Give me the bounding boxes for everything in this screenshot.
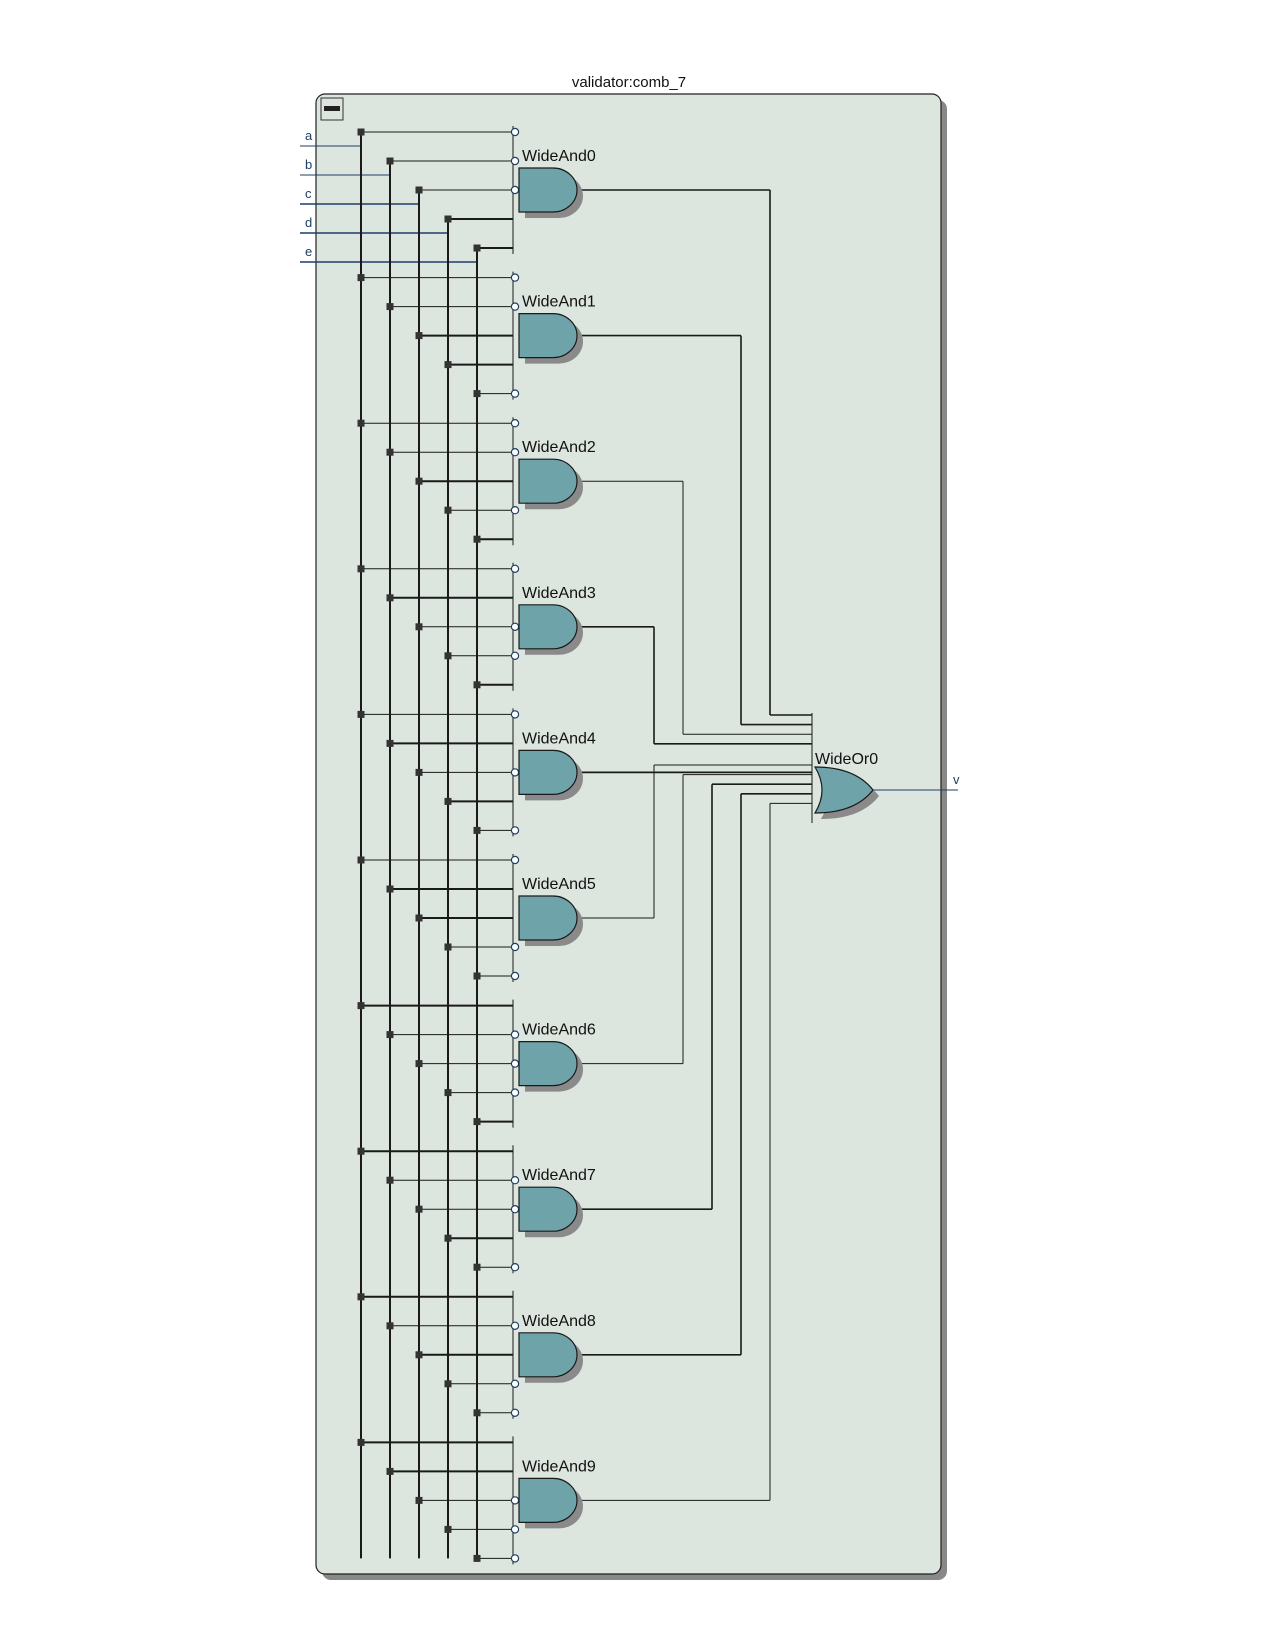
junction-dot [445,1089,452,1096]
inversion-bubble [511,1497,518,1504]
and-gate-label: WideAnd5 [522,876,596,893]
input-port-label-c: c [305,186,312,201]
junction-dot [445,944,452,951]
junction-dot [416,1206,423,1213]
junction-dot [474,681,481,688]
module-title: validator:comb_7 [571,74,687,91]
junction-dot [358,129,365,136]
and-gate-label: WideAnd9 [522,1458,596,1476]
inversion-bubble [511,507,518,514]
junction-dot [358,420,365,427]
inversion-bubble [511,1060,518,1067]
junction-dot [358,1293,365,1300]
and-gate-label: WideAnd6 [522,1021,596,1039]
junction-dot [387,1322,394,1329]
junction-dot [474,1264,481,1271]
inversion-bubble [511,157,518,164]
and-gate-0[interactable] [519,168,577,212]
junction-dot [358,1439,365,1446]
inversion-bubble [511,274,518,281]
junction-dot [387,1177,394,1184]
inversion-bubble [511,1526,518,1533]
junction-dot [387,1468,394,1475]
junction-dot [387,594,394,601]
and-gate-3[interactable] [519,605,577,649]
junction-dot [445,1526,452,1533]
junction-dot [358,565,365,572]
inversion-bubble [511,1409,518,1416]
junction-dot [416,915,423,922]
junction-dot [445,507,452,514]
and-gate-label: WideAnd4 [522,730,596,748]
junction-dot [445,798,452,805]
junction-dot [416,1060,423,1067]
junction-dot [445,652,452,659]
module-box [316,94,941,1574]
junction-dot [358,274,365,281]
output-port-label: v [953,772,960,787]
and-gate-4[interactable] [519,750,577,794]
inversion-bubble [511,449,518,456]
inversion-bubble [511,769,518,776]
and-gate-7[interactable] [519,1187,577,1231]
junction-dot [416,478,423,485]
and-gate-label: WideAnd2 [522,439,596,457]
and-gate-label: WideAnd0 [522,148,596,165]
and-gate-label: WideAnd1 [522,293,596,311]
junction-dot [387,449,394,456]
and-gate-label: WideAnd7 [522,1167,596,1185]
inversion-bubble [511,623,518,630]
inversion-bubble [511,128,518,135]
junction-dot [416,623,423,630]
inversion-bubble [511,303,518,310]
junction-dot [445,216,452,223]
and-gate-8[interactable] [519,1333,577,1377]
junction-dot [474,245,481,252]
junction-dot [474,1409,481,1416]
junction-dot [445,361,452,368]
junction-dot [416,332,423,339]
junction-dot [358,1148,365,1155]
junction-dot [358,711,365,718]
junction-dot [358,1002,365,1009]
junction-dot [358,857,365,864]
and-gate-1[interactable] [519,314,577,358]
junction-dot [445,1235,452,1242]
inversion-bubble [511,1031,518,1038]
inversion-bubble [511,1264,518,1271]
junction-dot [445,1380,452,1387]
input-port-label-a: a [305,128,313,143]
junction-dot [387,158,394,165]
inversion-bubble [511,390,518,397]
junction-dot [387,1031,394,1038]
junction-dot [474,1555,481,1562]
inversion-bubble [511,856,518,863]
inversion-bubble [511,1206,518,1213]
input-port-label-d: d [305,215,313,230]
and-gate-label: WideAnd8 [522,1312,596,1330]
or-gate-label: WideOr0 [815,751,879,768]
and-gate-5[interactable] [519,896,577,940]
junction-dot [474,1118,481,1125]
input-port-label-b: b [305,157,313,172]
and-gate-2[interactable] [519,459,577,503]
junction-dot [416,1497,423,1504]
junction-dot [416,187,423,194]
and-gate-9[interactable] [519,1478,577,1522]
inversion-bubble [511,565,518,572]
inversion-bubble [511,1177,518,1184]
inversion-bubble [511,943,518,950]
inversion-bubble [511,1380,518,1387]
junction-dot [474,827,481,834]
inversion-bubble [511,186,518,193]
junction-dot [474,973,481,980]
inversion-bubble [511,827,518,834]
and-gate-label: WideAnd3 [522,584,596,602]
collapse-button[interactable] [321,98,343,120]
junction-dot [416,1351,423,1358]
junction-dot [387,886,394,893]
junction-dot [474,390,481,397]
junction-dot [387,303,394,310]
junction-dot [474,536,481,543]
and-gate-6[interactable] [519,1042,577,1086]
inversion-bubble [511,420,518,427]
inversion-bubble [511,1089,518,1096]
inversion-bubble [511,1322,518,1329]
input-port-label-e: e [305,244,313,259]
inversion-bubble [511,711,518,718]
inversion-bubble [511,1555,518,1562]
junction-dot [416,769,423,776]
inversion-bubble [511,652,518,659]
junction-dot [387,740,394,747]
inversion-bubble [511,972,518,979]
